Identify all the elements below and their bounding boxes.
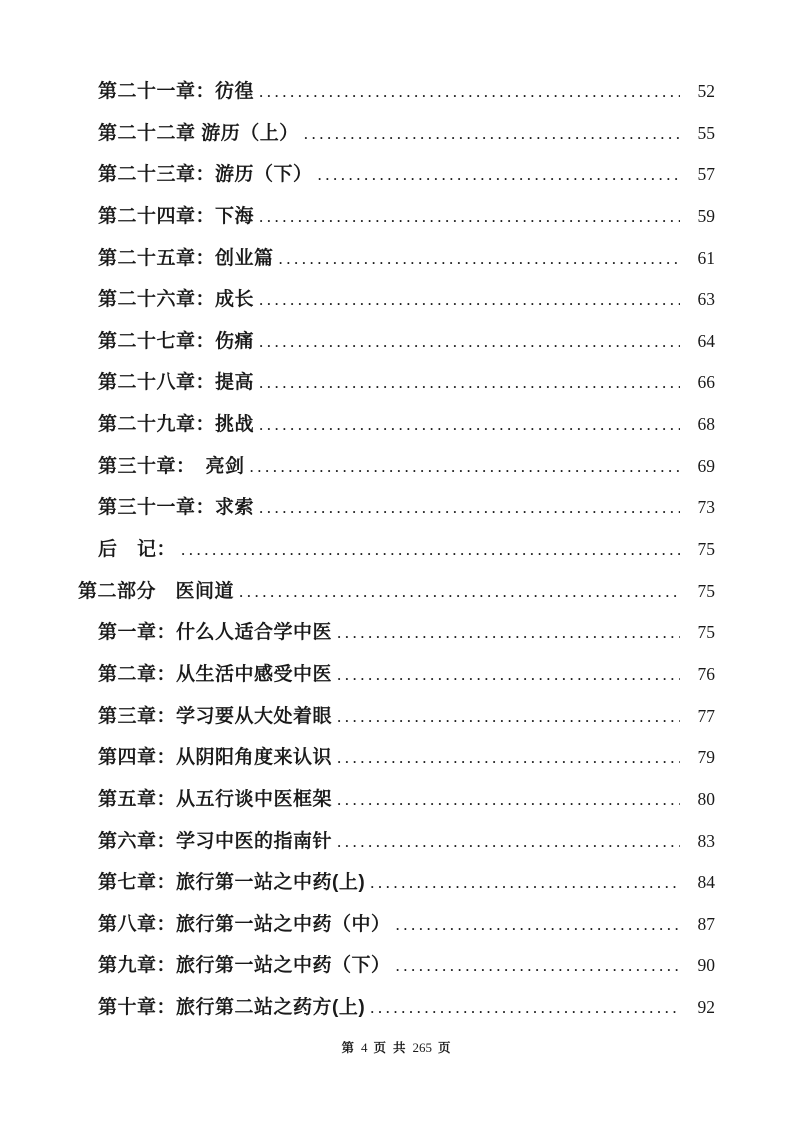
toc-entry-page: 66 — [697, 372, 715, 393]
toc-entry-label: 第七章：旅行第一站之中药(上) — [98, 872, 366, 894]
toc-entry-label: 第二十三章：游历（下） — [98, 164, 313, 186]
toc-entry-label: 第九章：旅行第一站之中药（下） — [98, 955, 391, 977]
footer-label-gong: 共 — [393, 1041, 407, 1055]
toc-entry[interactable] — [78, 326, 715, 368]
dot-leader — [259, 290, 680, 310]
toc-entry[interactable] — [78, 826, 715, 868]
toc-entry-page: 59 — [697, 205, 715, 226]
toc-entry-page: 64 — [697, 330, 715, 351]
toc-entry[interactable] — [78, 451, 715, 493]
dot-leader — [259, 332, 680, 352]
toc-entry-page: 87 — [697, 913, 715, 934]
toc-entry[interactable] — [78, 159, 715, 201]
toc-entry-label: 第二部分 医间道 — [78, 580, 235, 602]
toc-entry-page: 75 — [697, 539, 715, 560]
toc-entry-page: 52 — [697, 81, 715, 101]
footer-total-pages: 265 — [412, 1040, 433, 1055]
toc-entry[interactable] — [78, 701, 715, 743]
dot-leader — [337, 748, 680, 768]
toc-entry-page: 79 — [697, 747, 715, 768]
toc-entry-page: 80 — [697, 788, 715, 809]
footer-label-ye: 页 — [373, 1041, 387, 1055]
toc-entry-label: 第二十四章：下海 — [98, 205, 255, 227]
toc-entry-label: 第二十七章：伤痛 — [98, 330, 255, 352]
toc-entry-page: 57 — [697, 164, 715, 185]
dot-leader — [259, 373, 680, 393]
dot-leader — [337, 790, 680, 810]
footer-label-ye2: 页 — [438, 1041, 452, 1055]
toc-entry[interactable] — [78, 201, 715, 243]
table-of-contents — [78, 76, 715, 1034]
dot-leader — [337, 623, 680, 643]
toc-entry-page: 77 — [697, 705, 715, 726]
toc-entry-page: 84 — [697, 872, 715, 893]
toc-entry-label: 第八章：旅行第一站之中药（中） — [98, 913, 391, 935]
dot-leader — [318, 165, 680, 185]
dot-leader — [337, 832, 680, 852]
dot-leader — [181, 540, 680, 560]
toc-entry-page: 92 — [697, 997, 715, 1018]
toc-entry-page: 63 — [697, 289, 715, 310]
toc-entry[interactable] — [78, 867, 715, 909]
dot-leader — [337, 665, 680, 685]
dot-leader — [370, 998, 680, 1018]
toc-entry[interactable] — [78, 243, 715, 285]
toc-entry-page: 55 — [697, 122, 715, 143]
dot-leader — [304, 124, 680, 144]
toc-entry[interactable] — [78, 284, 715, 326]
toc-entry-label: 第二十九章：挑战 — [98, 414, 255, 436]
toc-entry-page: 68 — [697, 414, 715, 435]
toc-entry-label: 后 记： — [98, 539, 177, 561]
toc-entry[interactable] — [78, 659, 715, 701]
toc-entry-label: 第二十五章：创业篇 — [98, 247, 274, 269]
footer-current-page: 4 — [360, 1040, 368, 1055]
toc-entry-page: 75 — [697, 580, 715, 601]
toc-entry-label: 第二十六章：成长 — [98, 289, 255, 311]
dot-leader — [239, 582, 680, 602]
toc-entry-page: 90 — [697, 955, 715, 976]
toc-entry-page: 73 — [697, 497, 715, 518]
dot-leader — [396, 956, 680, 976]
toc-entry[interactable] — [78, 367, 715, 409]
toc-entry[interactable] — [78, 909, 715, 951]
dot-leader — [259, 498, 680, 518]
toc-entry-label: 第一章：什么人适合学中医 — [98, 622, 333, 644]
dot-leader — [396, 915, 680, 935]
page-footer — [0, 1038, 793, 1056]
toc-entry[interactable] — [78, 950, 715, 992]
toc-entry[interactable] — [78, 742, 715, 784]
dot-leader — [279, 249, 680, 269]
toc-entry-label: 第三十一章：求索 — [98, 497, 255, 519]
dot-leader — [337, 707, 680, 727]
toc-entry[interactable] — [78, 992, 715, 1034]
toc-entry[interactable] — [78, 784, 715, 826]
toc-entry-label: 第二章：从生活中感受中医 — [98, 663, 333, 685]
toc-part-heading[interactable] — [78, 576, 715, 618]
toc-entry-label: 第六章：学习中医的指南针 — [98, 830, 333, 852]
toc-entry[interactable] — [78, 118, 715, 160]
toc-entry-label: 第三章：学习要从大处着眼 — [98, 705, 333, 727]
dot-leader — [259, 207, 680, 227]
toc-entry-page: 61 — [697, 247, 715, 268]
dot-leader — [250, 457, 680, 477]
toc-entry-page: 83 — [697, 830, 715, 851]
toc-entry-label: 第五章：从五行谈中医框架 — [98, 788, 333, 810]
toc-entry-label: 第二十八章：提高 — [98, 372, 255, 394]
toc-entry[interactable] — [78, 534, 715, 576]
dot-leader — [370, 873, 680, 893]
toc-entry-page: 69 — [697, 455, 715, 476]
dot-leader — [259, 415, 680, 435]
toc-entry-label: 第十章：旅行第二站之药方(上) — [98, 997, 366, 1019]
toc-entry-label: 第二十一章：彷徨 — [98, 81, 255, 102]
footer-label-di: 第 — [341, 1041, 355, 1055]
toc-entry[interactable] — [78, 617, 715, 659]
toc-entry[interactable] — [78, 76, 715, 118]
toc-entry-page: 75 — [697, 622, 715, 643]
toc-entry-page: 76 — [697, 663, 715, 684]
toc-entry-label: 第二十二章 游历（上） — [98, 122, 299, 144]
toc-entry-label: 第三十章： 亮剑 — [98, 455, 245, 477]
dot-leader — [259, 82, 680, 102]
toc-entry-label: 第四章：从阴阳角度来认识 — [98, 747, 333, 769]
toc-entry[interactable] — [78, 492, 715, 534]
toc-entry[interactable] — [78, 409, 715, 451]
